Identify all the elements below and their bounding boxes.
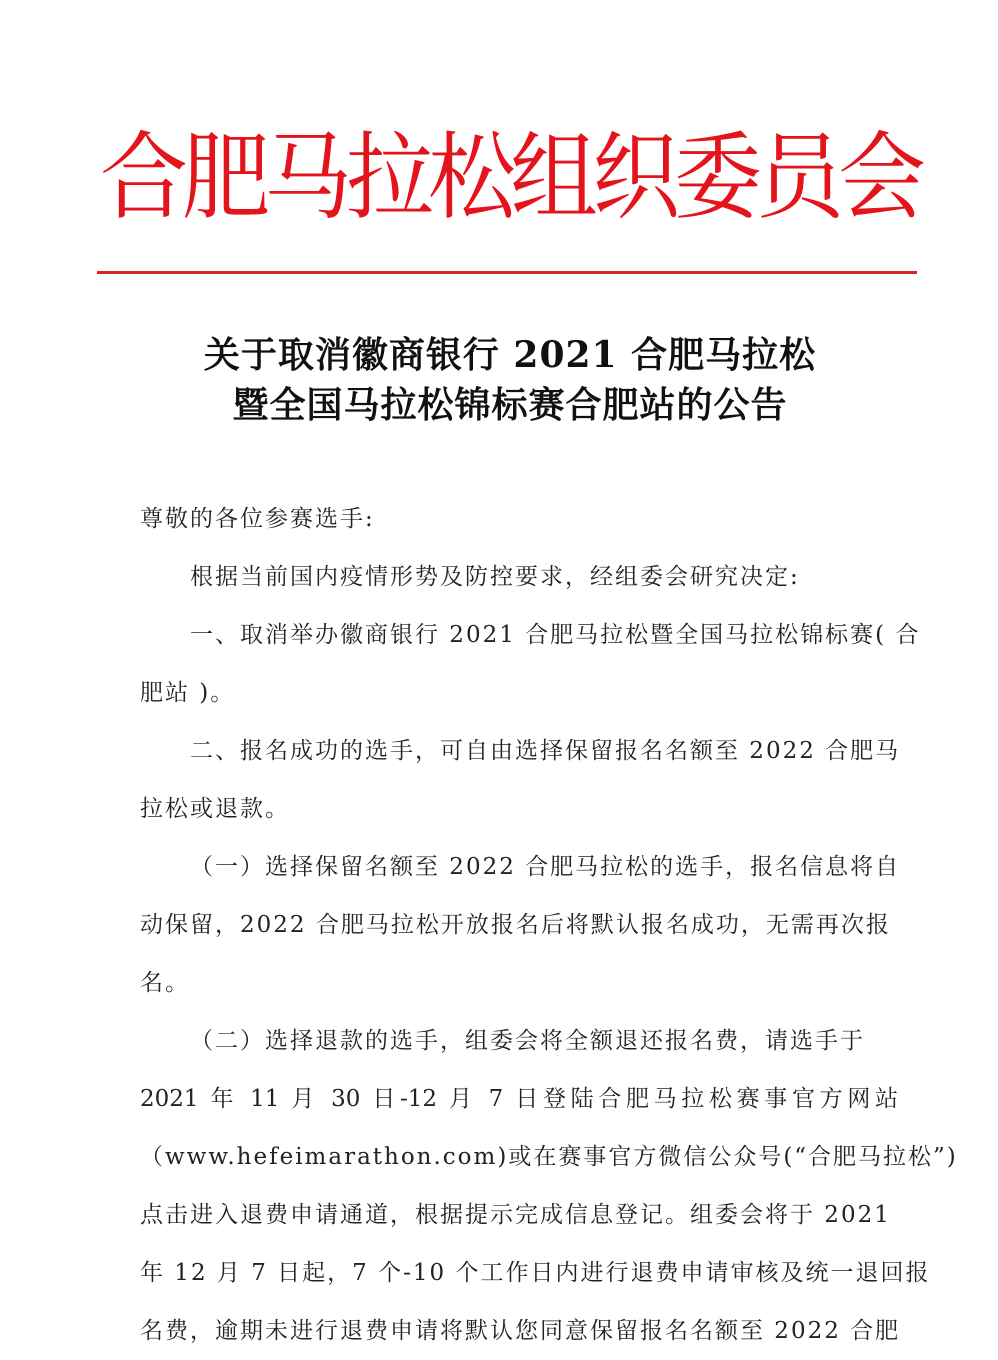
title-line-2: 暨全国马拉松锦标赛合肥站的公告 [232,384,788,426]
body-line: 点击进入退费申请通道，根据提示完成信息登记。组委会将于 2021 [140,1202,891,1228]
body-line: 名。 [140,970,190,996]
body-line: 名费，逾期未进行退费申请将默认您同意保留报名名额至 2022 合肥 [140,1318,901,1344]
salutation: 尊敬的各位参赛选手: [140,506,375,532]
body-line: 拉松或退款。 [140,796,290,822]
body-line: （二）选择退款的选手，组委会将全额退还报名费，请选手于 [190,1028,865,1054]
body-line: 肥站 )。 [140,680,236,706]
title-line-1: 关于取消徽商银行 2021 合肥马拉松 [203,334,817,376]
body-line: 年 12 月 7 日起，7 个-10 个工作日内进行退费申请审核及统一退回报 [140,1260,931,1286]
body-line: 二、报名成功的选手，可自由选择保留报名名额至 2022 合肥马 [190,738,901,764]
header-divider [97,271,917,274]
body-line: （一）选择保留名额至 2022 合肥马拉松的选手，报名信息将自 [190,854,901,880]
body-line: 2021 年 11 月 30 日-12 月 7 日登陆合肥马拉松赛事官方网站 [140,1086,898,1112]
document-body [140,490,958,1360]
document-title [120,330,900,430]
body-line: 根据当前国内疫情形势及防控要求，经组委会研究决定: [190,564,800,590]
organization-header: 合肥马拉松组织委员会 [100,121,921,233]
body-line-website: （www.hefeimarathon.com)或在赛事官方微信公众号(“合肥马拉松”) [140,1144,958,1170]
body-line: 动保留，2022 合肥马拉松开放报名后将默认报名成功，无需再次报 [140,912,891,938]
body-line: 一、取消举办徽商银行 2021 合肥马拉松暨全国马拉松锦标赛( 合 [190,622,921,648]
